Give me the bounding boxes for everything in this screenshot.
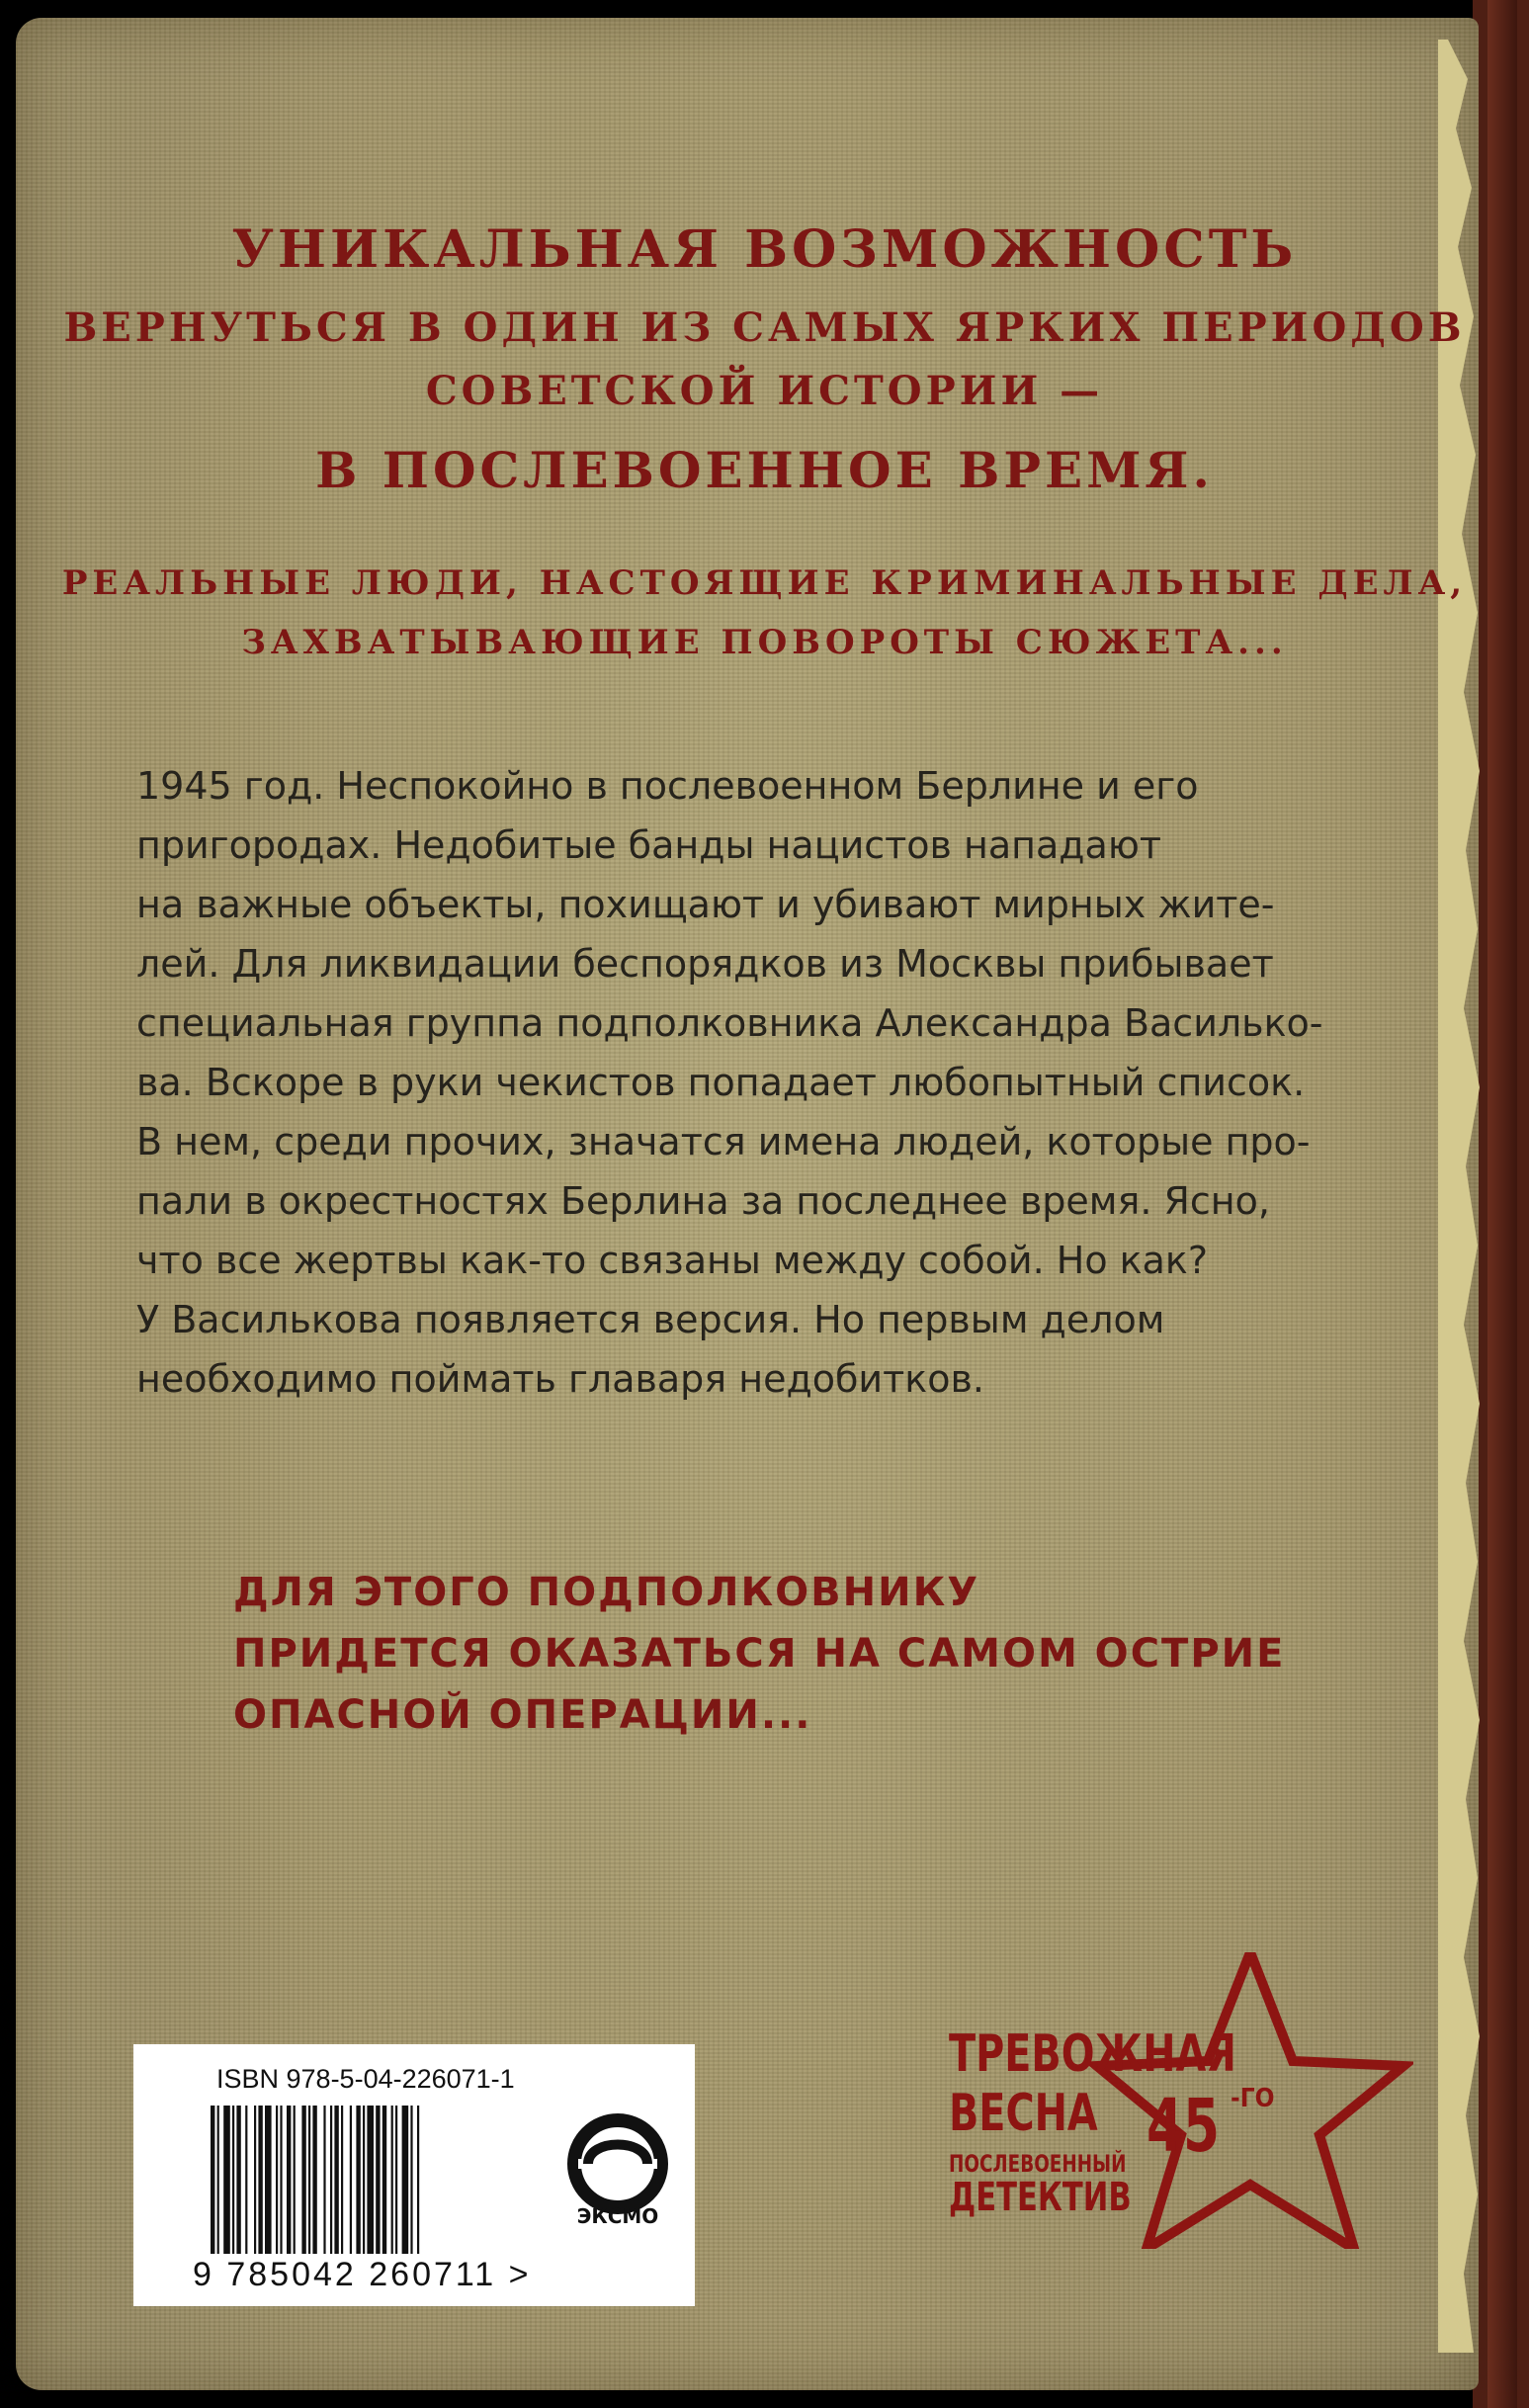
blurb-line: необходимо поймать главаря недобитков. (136, 1357, 984, 1401)
barcode-bar (330, 2106, 332, 2254)
barcode-bar (223, 2106, 230, 2254)
blurb-line: что все жертвы как-то связаны между собой. Но как? (136, 1239, 1209, 1282)
barcode-bar (410, 2106, 412, 2254)
barcode-bar (356, 2106, 360, 2254)
barcode-bar (382, 2106, 386, 2254)
outro-line: ОПАСНОЙ ОПЕРАЦИИ... (233, 1692, 812, 1738)
barcode-bar (376, 2106, 380, 2254)
barcode-bar (308, 2106, 310, 2254)
headline-line-4: В ПОСЛЕВОЕННОЕ ВРЕМЯ. (315, 441, 1214, 499)
barcode-bar (236, 2106, 240, 2254)
blurb-line: пали в окрестностях Берлина за последнее время. Ясно, (136, 1179, 1270, 1223)
barcode-bar (334, 2106, 338, 2254)
barcode-bars (211, 2106, 525, 2254)
blurb-line: лей. Для ликвидации беспорядков из Москвы прибывает (136, 942, 1274, 986)
barcode-bar (280, 2106, 282, 2254)
barcode-bar (395, 2106, 397, 2254)
publisher-name: ЭКСМО (576, 2204, 659, 2228)
blurb-line: У Василькова появляется версия. Но первым делом (136, 1298, 1165, 1341)
barcode-bar (276, 2106, 278, 2254)
series-title-line-1: ТРЕВОЖНАЯ (949, 2024, 1236, 2084)
outro-text (233, 1562, 1285, 1746)
barcode-bar (402, 2106, 409, 2254)
series-number: 45 (1147, 2084, 1221, 2169)
barcode-bar (312, 2106, 316, 2254)
outro-line: ДЛЯ ЭТОГО ПОДПОЛКОВНИКУ (233, 1570, 980, 1615)
series-title-line-2: ВЕСНА (949, 2084, 1098, 2143)
outro-line: ПРИДЕТСЯ ОКАЗАТЬСЯ НА САМОМ ОСТРИЕ (233, 1631, 1286, 1677)
headline-line-2: ВЕРНУТЬСЯ В ОДИН ИЗ САМЫХ ЯРКИХ ПЕРИОДОВ (63, 304, 1466, 351)
barcode-bar (363, 2106, 365, 2254)
tagline-line-2: ЗАХВАТЫВАЮЩИЕ ПОВОРОТЫ СЮЖЕТА... (241, 623, 1288, 662)
blurb-line: на важные объекты, похищают и убивают мирных жите- (136, 883, 1275, 926)
barcode-bar (417, 2106, 419, 2254)
barcode-bar (287, 2106, 291, 2254)
headline-line-1: УНИКАЛЬНАЯ ВОЗМОЖНОСТЬ (231, 219, 1298, 280)
blurb-text (136, 756, 1421, 1409)
series-genre: ДЕТЕКТИВ (949, 2175, 1132, 2220)
blurb-line: пригородах. Недобитые банды нацистов нападают (136, 823, 1161, 867)
barcode-bar (391, 2106, 393, 2254)
blurb-line: ва. Вскоре в руки чекистов попадает любопытный список. (136, 1061, 1306, 1104)
barcode-bar (254, 2106, 256, 2254)
barcode-bar (301, 2106, 305, 2254)
barcode-panel (133, 2044, 695, 2306)
barcode-bar (265, 2106, 272, 2254)
barcode-bar (350, 2106, 352, 2254)
barcode-digits: 9 785042 260711 > (193, 2256, 532, 2293)
blurb-line: В нем, среди прочих, значатся имена людей, которые про- (136, 1120, 1311, 1163)
series-number-suffix: -ГО (1231, 2084, 1275, 2113)
barcode-bar (245, 2106, 247, 2254)
barcode-bar (258, 2106, 262, 2254)
blurb-line: специальная группа подполковника Александра Василько- (136, 1001, 1323, 1045)
isbn-label: ISBN 978-5-04-226071-1 (216, 2064, 515, 2094)
series-subtitle: ПОСЛЕВОЕННЫЙ (949, 2150, 1127, 2178)
barcode-bar (323, 2106, 325, 2254)
barcode-bar (232, 2106, 234, 2254)
blurb-line: 1945 год. Неспокойно в послевоенном Берлине и его (136, 764, 1199, 808)
barcode-bar (367, 2106, 374, 2254)
barcode-bar (294, 2106, 296, 2254)
barcode-bar (341, 2106, 343, 2254)
barcode-bar (217, 2106, 219, 2254)
headline-line-3: СОВЕТСКОЙ ИСТОРИИ — (425, 368, 1104, 414)
barcode-bar (211, 2106, 214, 2254)
tagline-line-1: РЕАЛЬНЫЕ ЛЮДИ, НАСТОЯЩИЕ КРИМИНАЛЬНЫЕ ДЕЛА, (61, 563, 1468, 603)
